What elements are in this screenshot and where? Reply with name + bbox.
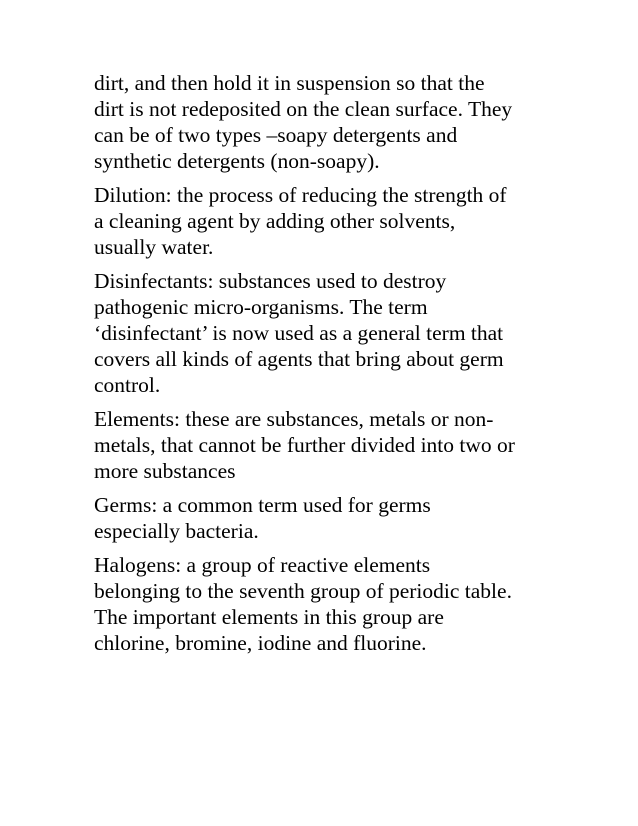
text-line: Dilution: the process of reducing the strength of [94, 183, 507, 207]
text-line: dirt is not redeposited on the clean surface. They [94, 97, 513, 121]
text-line: pathogenic micro-organisms. The term [94, 295, 428, 319]
paragraph-germs [94, 492, 554, 544]
text-line: chlorine, bromine, iodine and fluorine. [94, 631, 427, 655]
text-line: belonging to the seventh group of periodic table. [94, 579, 512, 603]
text-line: control. [94, 373, 161, 397]
text-line: Germs: a common term used for germs [94, 493, 431, 517]
text-line: dirt, and then hold it in suspension so that the [94, 71, 485, 95]
text-line: The important elements in this group are [94, 605, 444, 629]
paragraph-halogens [94, 552, 554, 656]
text-line: especially bacteria. [94, 519, 259, 543]
text-line: Disinfectants: substances used to destroy [94, 269, 447, 293]
text-line: a cleaning agent by adding other solvents, [94, 209, 456, 233]
text-line: usually water. [94, 235, 214, 259]
paragraph-elements [94, 406, 554, 484]
paragraph-disinfectants [94, 268, 554, 398]
text-line: covers all kinds of agents that bring about germ [94, 347, 504, 371]
text-line: can be of two types –soapy detergents and [94, 123, 458, 147]
text-line: synthetic detergents (non-soapy). [94, 149, 380, 173]
document-page [94, 70, 554, 664]
text-line: ‘disinfectant’ is now used as a general term that [94, 321, 504, 345]
text-line: Elements: these are substances, metals or non- [94, 407, 494, 431]
paragraph-detergents-continued [94, 70, 554, 174]
text-line: more substances [94, 459, 236, 483]
text-line: metals, that cannot be further divided into two or [94, 433, 515, 457]
paragraph-dilution [94, 182, 554, 260]
text-line: Halogens: a group of reactive elements [94, 553, 431, 577]
